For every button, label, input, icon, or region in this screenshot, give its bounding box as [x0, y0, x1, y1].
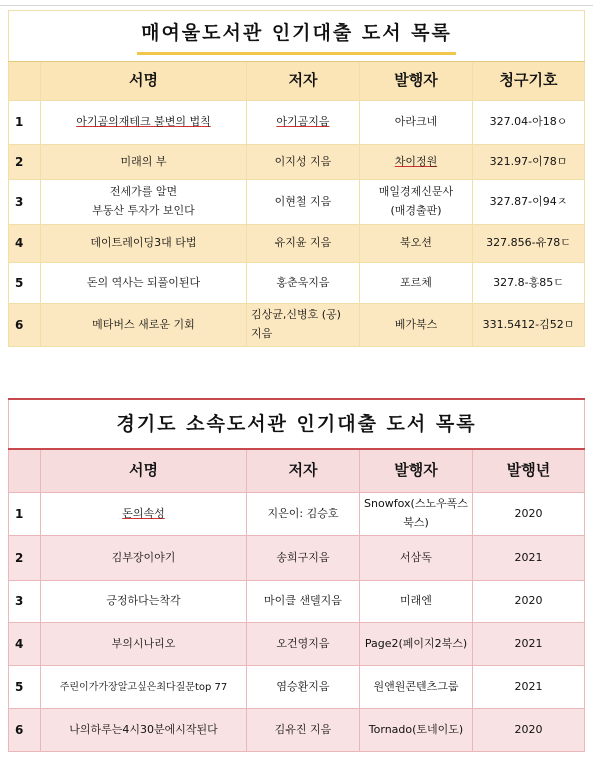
book-author-line2: 지음: [251, 327, 273, 340]
table-row: [9, 263, 585, 304]
header-number: [9, 449, 41, 493]
book-title-line2: 부동산 투자가 보인다: [92, 204, 195, 217]
table-title-text: 매여울도서관 인기대출 도서 목록: [137, 17, 456, 54]
header-author: 저자: [247, 62, 360, 101]
table-row: [9, 304, 585, 347]
header-call-number: 청구기호: [473, 62, 585, 101]
header-author: 저자: [247, 449, 360, 493]
table-row: [9, 623, 585, 666]
table-title-row: [9, 11, 585, 62]
row-number: 3: [9, 180, 41, 225]
book-publisher: 미래엔: [360, 581, 473, 623]
table-header-row: [9, 62, 585, 101]
book-title: 부의시나리오: [41, 623, 247, 666]
book-author: 이현철 지음: [247, 180, 360, 225]
row-number: 2: [9, 145, 41, 180]
book-title: 긍정하다는착각: [41, 581, 247, 623]
row-number: 3: [9, 581, 41, 623]
book-call-number: 327.87-이94ㅈ: [473, 180, 585, 225]
book-title: 돈의 역사는 되풀이된다: [41, 263, 247, 304]
table-header-row: [9, 449, 585, 493]
book-publisher: Tornado(토네이도): [360, 709, 473, 752]
book-publisher-line2: (매경출판): [390, 204, 442, 217]
book-title: 김부장이야기: [41, 536, 247, 581]
book-author: [247, 101, 360, 145]
table-row: [9, 709, 585, 752]
book-author: 오건영지음: [247, 623, 360, 666]
maeyeoul-library-table: [8, 10, 585, 347]
book-year: 2020: [473, 709, 585, 752]
book-author: 유지윤 지음: [247, 225, 360, 263]
book-year: 2021: [473, 666, 585, 709]
book-title: 데이트레이딩3대 타법: [41, 225, 247, 263]
row-number: 5: [9, 666, 41, 709]
book-title: [41, 180, 247, 225]
book-call-number: 321.97-이78ㅁ: [473, 145, 585, 180]
book-publisher: 북오션: [360, 225, 473, 263]
row-number: 5: [9, 263, 41, 304]
book-publisher: 베가북스: [360, 304, 473, 347]
book-publisher: [360, 145, 473, 180]
book-publisher: 서삼독: [360, 536, 473, 581]
book-publisher: 포르체: [360, 263, 473, 304]
book-call-number: 331.5412-김52ㅁ: [473, 304, 585, 347]
table-title-text: 경기도 소속도서관 인기대출 도서 목록: [116, 412, 477, 435]
table-row: [9, 145, 585, 180]
table-title: [9, 11, 585, 62]
table-title: [9, 399, 585, 449]
book-publisher: Snowfox(스노우폭스북스): [360, 493, 473, 536]
book-author-text: 아기곰지음: [276, 115, 330, 129]
row-number: 2: [9, 536, 41, 581]
row-number: 4: [9, 623, 41, 666]
book-title-line1: 전세가를 알면: [109, 185, 178, 199]
book-publisher-line1: 매일경제신문사: [378, 185, 454, 199]
book-publisher-text: 차이정원: [394, 154, 438, 168]
book-author: 지은이: 김승호: [247, 493, 360, 536]
row-number: 1: [9, 493, 41, 536]
book-publisher: 아라크네: [360, 101, 473, 145]
book-year: 2020: [473, 493, 585, 536]
book-title: 나의하루는4시30분에시작된다: [41, 709, 247, 752]
book-author-line1: 김상균,신병호 (공): [251, 308, 341, 322]
book-call-number: 327.04-아18ㅇ: [473, 101, 585, 145]
book-author: 마이클 샌델지음: [247, 581, 360, 623]
row-number: 4: [9, 225, 41, 263]
book-author: [247, 304, 360, 347]
table-row: [9, 180, 585, 225]
book-title: 메타버스 새로운 기회: [41, 304, 247, 347]
row-number: 6: [9, 304, 41, 347]
book-year: 2020: [473, 581, 585, 623]
table-title-row: [9, 399, 585, 449]
row-number: 1: [9, 101, 41, 145]
book-publisher: [360, 180, 473, 225]
book-title-text: 아기곰의재테크 불변의 법칙: [76, 115, 211, 129]
book-title-text: 돈의속성: [122, 506, 165, 520]
book-title: 주린이가가장알고싶은최다질문top 77: [41, 666, 247, 709]
table-row: [9, 225, 585, 263]
header-publisher: 발행자: [360, 62, 473, 101]
book-author: 송희구지음: [247, 536, 360, 581]
book-author: 이지성 지음: [247, 145, 360, 180]
book-call-number: 327.856-유78ㄷ: [473, 225, 585, 263]
table-row: [9, 536, 585, 581]
book-year: 2021: [473, 536, 585, 581]
header-publish-year: 발행년: [473, 449, 585, 493]
header-book-title: 서명: [41, 449, 247, 493]
book-year: 2021: [473, 623, 585, 666]
row-number: 6: [9, 709, 41, 752]
header-number: [9, 62, 41, 101]
book-publisher: Page2(페이지2북스): [360, 623, 473, 666]
book-publisher: 원앤원콘텐츠그룹: [360, 666, 473, 709]
table-row: [9, 101, 585, 145]
book-title: 미래의 부: [41, 145, 247, 180]
table-row: [9, 666, 585, 709]
page-top-rule: [0, 5, 593, 6]
table-row: [9, 493, 585, 536]
book-title: [41, 493, 247, 536]
book-call-number: 327.8-홍85ㄷ: [473, 263, 585, 304]
book-title: [41, 101, 247, 145]
book-author: 염승환지음: [247, 666, 360, 709]
book-author: 김유진 지음: [247, 709, 360, 752]
book-author: 홍춘욱지음: [247, 263, 360, 304]
table-row: [9, 581, 585, 623]
header-publisher: 발행자: [360, 449, 473, 493]
gyeonggi-library-table: [8, 398, 585, 752]
header-book-title: 서명: [41, 62, 247, 101]
